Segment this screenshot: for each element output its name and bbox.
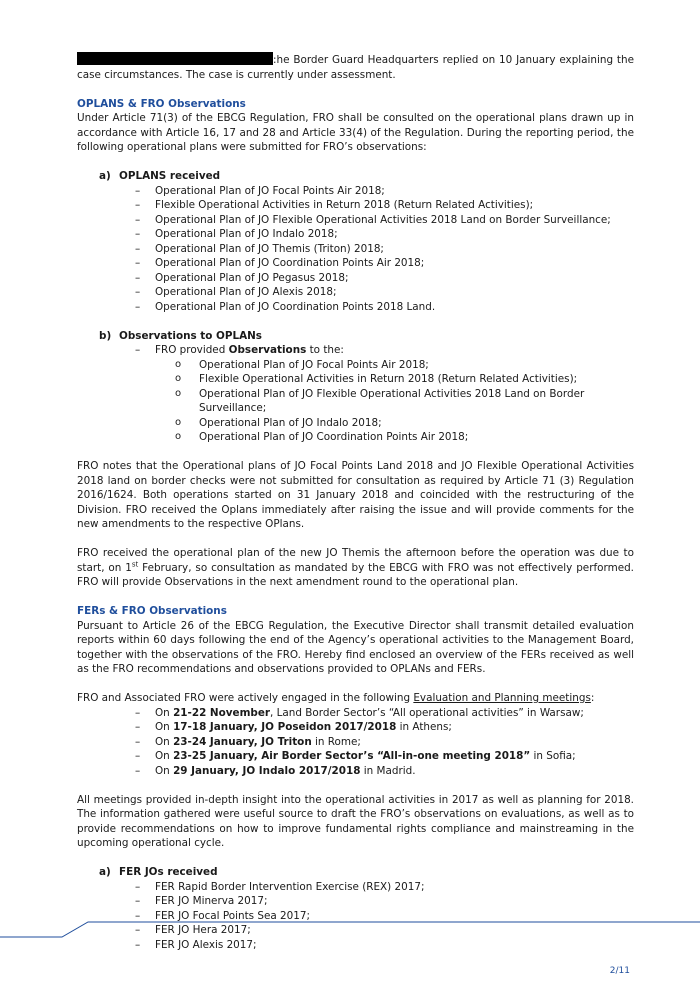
dash-bullet: –: [135, 300, 141, 313]
list-item-text: Operational Plan of JO Indalo 2018;: [155, 228, 338, 240]
observations-lead-list: [77, 343, 634, 358]
lead-bold: Observations: [228, 344, 307, 356]
list-marker: b): [99, 329, 112, 342]
dash-bullet: –: [135, 344, 141, 356]
list-item-text: FER JO Minerva 2017;: [155, 895, 268, 907]
list-marker: a): [99, 170, 111, 182]
oplans-received-title: [99, 169, 634, 184]
meeting-bold: 21-22 November: [173, 706, 271, 719]
footer-line: [0, 920, 700, 940]
note2-post: February, so consultation as mandated by the EBCG with FRO was not effectively performed. FRO will provide Observations in the next amendment round to the operational plan.: [77, 561, 634, 588]
list-item-text: Operational Plan of JO Flexible Operational Activities 2018 Land on Border Surveillance;: [199, 387, 585, 414]
dash-bullet: –: [135, 735, 141, 748]
observations-list: [77, 358, 634, 445]
circle-bullet: o: [175, 431, 182, 442]
meeting-bold: 29 January, JO Indalo 2017/2018: [173, 764, 361, 777]
meeting-pre: On: [155, 706, 174, 719]
fers-paragraph: Pursuant to Article 26 of the EBCG Regulation, the Executive Director shall transmit detailed evaluation reports within 60 days following the end of the Agency’s operational activities to the Management Board, together with the observations of the FRO. Hereby find enclosed an overview of the FERs received as well as the FRO recommendations and observations provided to OPLANs and FERs.: [77, 619, 634, 675]
dash-bullet: –: [135, 895, 141, 907]
meeting-bold: 23-24 January, JO Triton: [173, 735, 312, 748]
list-item: [135, 880, 634, 895]
dash-bullet: –: [135, 706, 141, 719]
list-item-text: Flexible Operational Activities in Return 2018 (Return Related Activities);: [199, 373, 578, 385]
fers-heading: FERs & FRO Observations: [77, 605, 227, 617]
list-item: [175, 416, 634, 431]
redaction-block: [77, 52, 273, 65]
meeting-item: [135, 706, 634, 721]
dash-bullet: –: [135, 924, 141, 936]
list-item: [135, 343, 634, 358]
meeting-item: [135, 764, 634, 779]
list-item: [135, 256, 634, 271]
list-item: [175, 430, 634, 445]
list-item-text: Operational Plan of JO Coordination Points 2018 Land.: [155, 300, 436, 313]
intro-text: :he Border Guard Headquarters replied on 10 January explaining the case circumstances. The case is currently under assessment.: [77, 54, 634, 81]
oplans-received-list: [77, 184, 634, 315]
list-item-text: Operational Plan of JO Flexible Operational Activities 2018 Land on Border Surveillance;: [155, 213, 611, 226]
list-item-text: Operational Plan of JO Focal Points Air 2018;: [199, 358, 429, 371]
list-item-text: Operational Plan of JO Coordination Points Air 2018;: [199, 431, 469, 443]
list-item: [135, 285, 634, 300]
list-item-text: Operational Plan of JO Coordination Points Air 2018;: [155, 257, 425, 269]
circle-bullet: o: [175, 416, 182, 428]
list-item: [175, 372, 634, 387]
document-page: [77, 52, 634, 952]
dash-bullet: –: [135, 880, 141, 893]
meeting-post: , Land Border Sector’s “All operational activities” in Warsaw;: [270, 706, 584, 719]
oplans-heading: OPLANS & FRO Observations: [77, 97, 246, 110]
note-paragraph-2: [77, 546, 634, 590]
dash-bullet: –: [135, 286, 141, 298]
list-title: Observations to OPLANs: [119, 329, 262, 342]
dash-bullet: –: [135, 257, 141, 269]
dash-bullet: –: [135, 199, 141, 211]
list-item: [135, 184, 634, 199]
list-item-text: Operational Plan of JO Focal Points Air 2018;: [155, 184, 385, 197]
dash-bullet: –: [135, 228, 141, 240]
intro-paragraph: [77, 52, 634, 82]
list-item: [135, 198, 634, 213]
list-item-text: Operational Plan of JO Pegasus 2018;: [155, 271, 349, 284]
meetings-list: [77, 706, 634, 779]
dash-bullet: –: [135, 242, 141, 255]
list-title: OPLANS received: [119, 170, 221, 182]
list-item-text: Operational Plan of JO Themis (Triton) 2018;: [155, 242, 384, 255]
meeting-bold: 23-25 January, Air Border Sector’s “All-in-one meeting 2018”: [173, 750, 531, 762]
dash-bullet: –: [135, 764, 141, 777]
lead-post: to the:: [306, 344, 344, 356]
note2-sup: st: [131, 560, 139, 569]
list-title: FER JOs received: [119, 866, 218, 878]
fer-received-list: [77, 880, 634, 953]
meeting-item: [135, 749, 634, 764]
dash-bullet: –: [135, 750, 141, 762]
list-item-text: Operational Plan of JO Alexis 2018;: [155, 286, 337, 298]
list-item-text: Flexible Operational Activities in Return 2018 (Return Related Activities);: [155, 199, 534, 211]
meetings-intro-underlined: Evaluation and Planning meetings: [413, 692, 591, 704]
meeting-post: in Athens;: [396, 721, 452, 733]
meetings-intro-post: :: [590, 692, 595, 704]
list-item: [135, 213, 634, 228]
list-item-text: FER Rapid Border Intervention Exercise (REX) 2017;: [155, 880, 425, 893]
meeting-item: [135, 720, 634, 735]
meetings-intro: [77, 691, 634, 706]
meeting-post: in Rome;: [311, 735, 361, 748]
lead-pre: FRO provided: [155, 344, 229, 356]
note-paragraph-1: FRO notes that the Operational plans of JO Focal Points Land 2018 and JO Flexible Operational Activities 2018 land on border checks were not submitted for consultation as required by Article 71 (3) Regulation 2016/1624. Both operations started on 31 January 2018 and coincided with the restructuring of the Division. FRO received the Oplans immediately after raising the issue and will provide comments for the new amendments to the respective OPlans.: [77, 460, 634, 530]
dash-bullet: –: [135, 938, 141, 951]
meeting-pre: On: [155, 721, 174, 733]
observations-title: [99, 329, 634, 344]
circle-bullet: o: [175, 387, 182, 399]
summary-paragraph: All meetings provided in-depth insight into the operational activities in 2017 as well as planning for 2018. The information gathered were useful source to draft the FRO’s observations on evaluations, as well as to provide recommendations on how to improve fundamental rights compliance and mainstreaming in the upcoming operational cycle.: [77, 793, 634, 849]
meetings-intro-pre: FRO and Associated FRO were actively engaged in the following: [77, 692, 414, 704]
list-item: [175, 387, 634, 416]
dash-bullet: –: [135, 909, 141, 922]
note2-pre: FRO received the operational plan of the new JO Themis the afternoon before the operation was due to start, on 1: [77, 547, 634, 574]
list-marker: a): [99, 866, 111, 878]
dash-bullet: –: [135, 184, 141, 197]
meeting-post: in Sofia;: [530, 750, 576, 762]
list-item: [135, 271, 634, 286]
fer-received-title: [99, 865, 634, 880]
circle-bullet: o: [175, 358, 182, 370]
list-item: [175, 358, 634, 373]
list-item-text: Operational Plan of JO Indalo 2018;: [199, 416, 382, 429]
dash-bullet: –: [135, 213, 141, 226]
dash-bullet: –: [135, 271, 141, 284]
list-item: [135, 894, 634, 909]
dash-bullet: –: [135, 721, 141, 733]
list-item-text: FER JO Alexis 2017;: [155, 938, 257, 951]
circle-bullet: o: [175, 373, 182, 384]
meeting-item: [135, 735, 634, 750]
page-number: 2/11: [609, 966, 630, 976]
meeting-post: in Madrid.: [360, 764, 416, 777]
meeting-pre: On: [155, 764, 174, 777]
list-item-text: FER JO Hera 2017;: [155, 924, 251, 936]
list-item-text: FER JO Focal Points Sea 2017;: [155, 909, 310, 922]
oplans-paragraph: Under Article 71(3) of the EBCG Regulation, FRO shall be consulted on the operational plans drawn up in accordance with Article 16, 17 and 28 and Article 33(4) of the Regulation. During the reporting period, the following operational plans were submitted for FRO’s observations:: [77, 112, 634, 153]
list-item: [135, 227, 634, 242]
meeting-pre: On: [155, 750, 174, 762]
meeting-pre: On: [155, 735, 174, 748]
meeting-bold: 17-18 January, JO Poseidon 2017/2018: [173, 721, 397, 733]
list-item: [135, 300, 634, 315]
list-item: [135, 242, 634, 257]
